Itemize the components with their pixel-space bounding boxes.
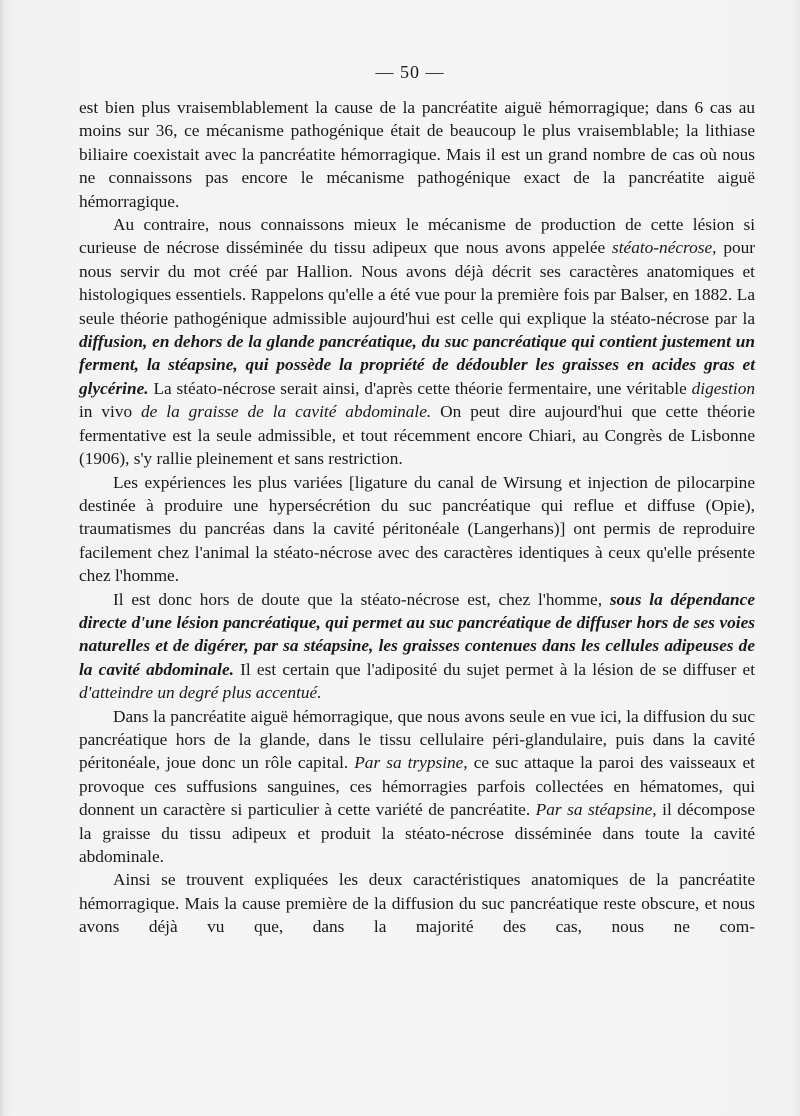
paragraph-6 <box>79 868 755 938</box>
paragraph-3 <box>79 471 755 588</box>
text-run: On peut dire aujourd'hui que cette théorie fermentative est la seule admissible, et tout récemment encore Chiari, au Congrès de Lisbonne (1906), s'y rallie pleinement et sans restriction. <box>79 402 755 469</box>
text-run: Dans la pancréatite aiguë hémorragique, que nous avons seule en vue ici, la diffusion du suc pancréatique hors de la glande, dans le tissu cellulaire péri-glandulaire, puis dans la cavité péritonéale, joue donc un rôle capital. <box>79 706 755 773</box>
text-run: il décompose la graisse du tissu adipeux et produit la stéato-nécrose disséminée dans toute la cavité abdominale. <box>79 800 755 866</box>
paragraph-2 <box>79 213 755 470</box>
text-run: Les expériences les plus variées [ligature du canal de Wirsung et injection de pilocarpine destinée à produire une hypersécrétion du suc pancréatique qui reflue et diffuse (Opie), traumatismes du pancréas dans la cavité péritonéale (Langerhans)] ont permis de reproduire facilement chez l'animal la stéato-nécrose avec des caractères identiques à ceux qu'elle présente chez l'homme. <box>79 472 755 586</box>
body-text <box>79 96 755 939</box>
emphasis-run: diffusion, en dehors de la glande pancréatique, du suc pancréatique qui contient justement un ferment, la stéapsine, qui possède la propriété de dédoubler les graisses en acides gras et glycérine. <box>79 332 755 398</box>
text-run: , pour nous servir du mot créé par Hallion. Nous avons déjà décrit ses caractères anatomiques et histologiques essentiels. Rappelons qu'elle a été vue pour la première fois par Balser, en 1882. La seule théorie pathogénique admissible aujourd'hui est celle qui explique la stéato-nécrose par la <box>79 238 755 328</box>
italic-run: de la graisse de la cavité abdominale. <box>141 402 432 422</box>
text-run: Au contraire, nous connaissons mieux le mécanisme de production de cette lésion si curieuse de nécrose disséminée du tissu adipeux que nous avons appelée <box>79 215 755 258</box>
text-run: Il est certain que l'adiposité du sujet permet à la lésion de se diffuser et <box>233 659 755 679</box>
text-run: est bien plus vraisemblablement la cause de la pancréatite aiguë hémorragique; dans 6 cas au moins sur 36, ce mécanisme pathogénique était de beaucoup le plus vraisemblable; la lithiase biliaire coexistait avec la pancréatite hémorragique. Mais il est un grand nombre de cas où nous ne connaissons pas encore le mécanisme pathogénique exact de la pancréatite aiguë hémorragique. <box>79 98 755 211</box>
page-number: — 50 — <box>375 62 445 82</box>
text-run: in vivo <box>79 402 142 422</box>
paragraph-5 <box>79 705 755 869</box>
italic-run: stéato-nécrose <box>612 238 713 258</box>
italic-run: d'atteindre un degré plus accentué. <box>79 683 322 703</box>
italic-run: Par sa trypsine, <box>354 753 468 773</box>
text-run: La stéato-nécrose serait ainsi, d'après cette théorie fermentaire, une véritable <box>148 378 692 398</box>
italic-run: digestion <box>691 378 755 398</box>
emphasis-run: sous la dépendance directe d'une lésion pancréatique, qui permet au suc pancréatique de diffuser hors de ses voies naturelles et de digérer, par sa stéapsine, les graisses contenues dans les cellules adipeuses de la cavité abdominale. <box>79 589 756 679</box>
paragraph-1 <box>79 96 755 213</box>
text-run: ce suc attaque la paroi des vaisseaux et provoque ces suffusions sanguines, ces hémorragies parfois collectées en hématomes, qui donnent un caractère si particulier à cette variété de pancréatite. <box>79 753 755 820</box>
text-run: Ainsi se trouvent expliquées les deux caractéristiques anatomiques de la pancréatite hémorragique. Mais la cause première de la diffusion du suc pancréatique reste obscure, et nous avons déjà vu que, dans la majorité des cas, nous ne com- <box>79 870 755 937</box>
paragraph-4 <box>79 588 755 705</box>
text-run: Il est donc hors de doute que la stéato-nécrose est, chez l'homme, <box>113 589 610 609</box>
italic-run: Par sa stéapsine, <box>535 800 657 820</box>
